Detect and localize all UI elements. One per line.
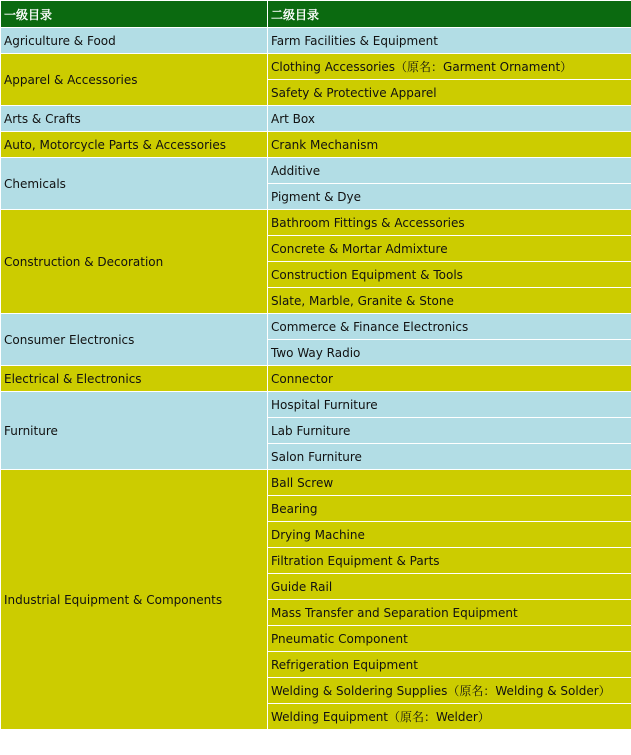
level2-category: Welding Equipment（原名：Welder）: [268, 704, 631, 730]
level2-category: Refrigeration Equipment: [268, 652, 631, 678]
table-row: [1, 314, 631, 340]
level1-category: Furniture: [1, 392, 268, 470]
level2-category: Filtration Equipment & Parts: [268, 548, 631, 574]
table-row: [1, 28, 631, 54]
table-row: [1, 392, 631, 418]
level2-category: Construction Equipment & Tools: [268, 262, 631, 288]
level1-category: Arts & Crafts: [1, 106, 268, 132]
level2-category: Bearing: [268, 496, 631, 522]
level1-category: Agriculture & Food: [1, 28, 268, 54]
level2-category: Clothing Accessories（原名：Garment Ornament）: [268, 54, 631, 80]
level2-category: Guide Rail: [268, 574, 631, 600]
category-body: [1, 28, 631, 730]
level2-category: Slate, Marble, Granite & Stone: [268, 288, 631, 314]
level2-category: Pneumatic Component: [268, 626, 631, 652]
level2-category: Lab Furniture: [268, 418, 631, 444]
level2-category: Safety & Protective Apparel: [268, 80, 631, 106]
table-row: [1, 366, 631, 392]
level2-category: Connector: [268, 366, 631, 392]
level2-category: Salon Furniture: [268, 444, 631, 470]
table-row: [1, 106, 631, 132]
table-row: [1, 470, 631, 496]
level1-category: Electrical & Electronics: [1, 366, 268, 392]
header-row: [1, 1, 631, 28]
level2-category: Mass Transfer and Separation Equipment: [268, 600, 631, 626]
level2-category: Welding & Soldering Supplies（原名：Welding & Solder）: [268, 678, 631, 704]
table-row: [1, 210, 631, 236]
level2-category: Ball Screw: [268, 470, 631, 496]
level1-category: Consumer Electronics: [1, 314, 268, 366]
level2-category: Art Box: [268, 106, 631, 132]
level2-category: Two Way Radio: [268, 340, 631, 366]
level2-category: Pigment & Dye: [268, 184, 631, 210]
level2-category: Drying Machine: [268, 522, 631, 548]
level2-category: Crank Mechanism: [268, 132, 631, 158]
level2-category: Hospital Furniture: [268, 392, 631, 418]
level1-category: Auto, Motorcycle Parts & Accessories: [1, 132, 268, 158]
level2-category: Commerce & Finance Electronics: [268, 314, 631, 340]
level2-category: Additive: [268, 158, 631, 184]
table-row: [1, 132, 631, 158]
level2-category: Concrete & Mortar Admixture: [268, 236, 631, 262]
level1-category: Chemicals: [1, 158, 268, 210]
header-level2: 二级目录: [268, 1, 631, 28]
level1-category: Construction & Decoration: [1, 210, 268, 314]
table-row: [1, 54, 631, 80]
level2-category: Farm Facilities & Equipment: [268, 28, 631, 54]
level1-category: Industrial Equipment & Components: [1, 470, 268, 730]
level2-category: Bathroom Fittings & Accessories: [268, 210, 631, 236]
level1-category: Apparel & Accessories: [1, 54, 268, 106]
table-row: [1, 158, 631, 184]
header-level1: 一级目录: [1, 1, 268, 28]
